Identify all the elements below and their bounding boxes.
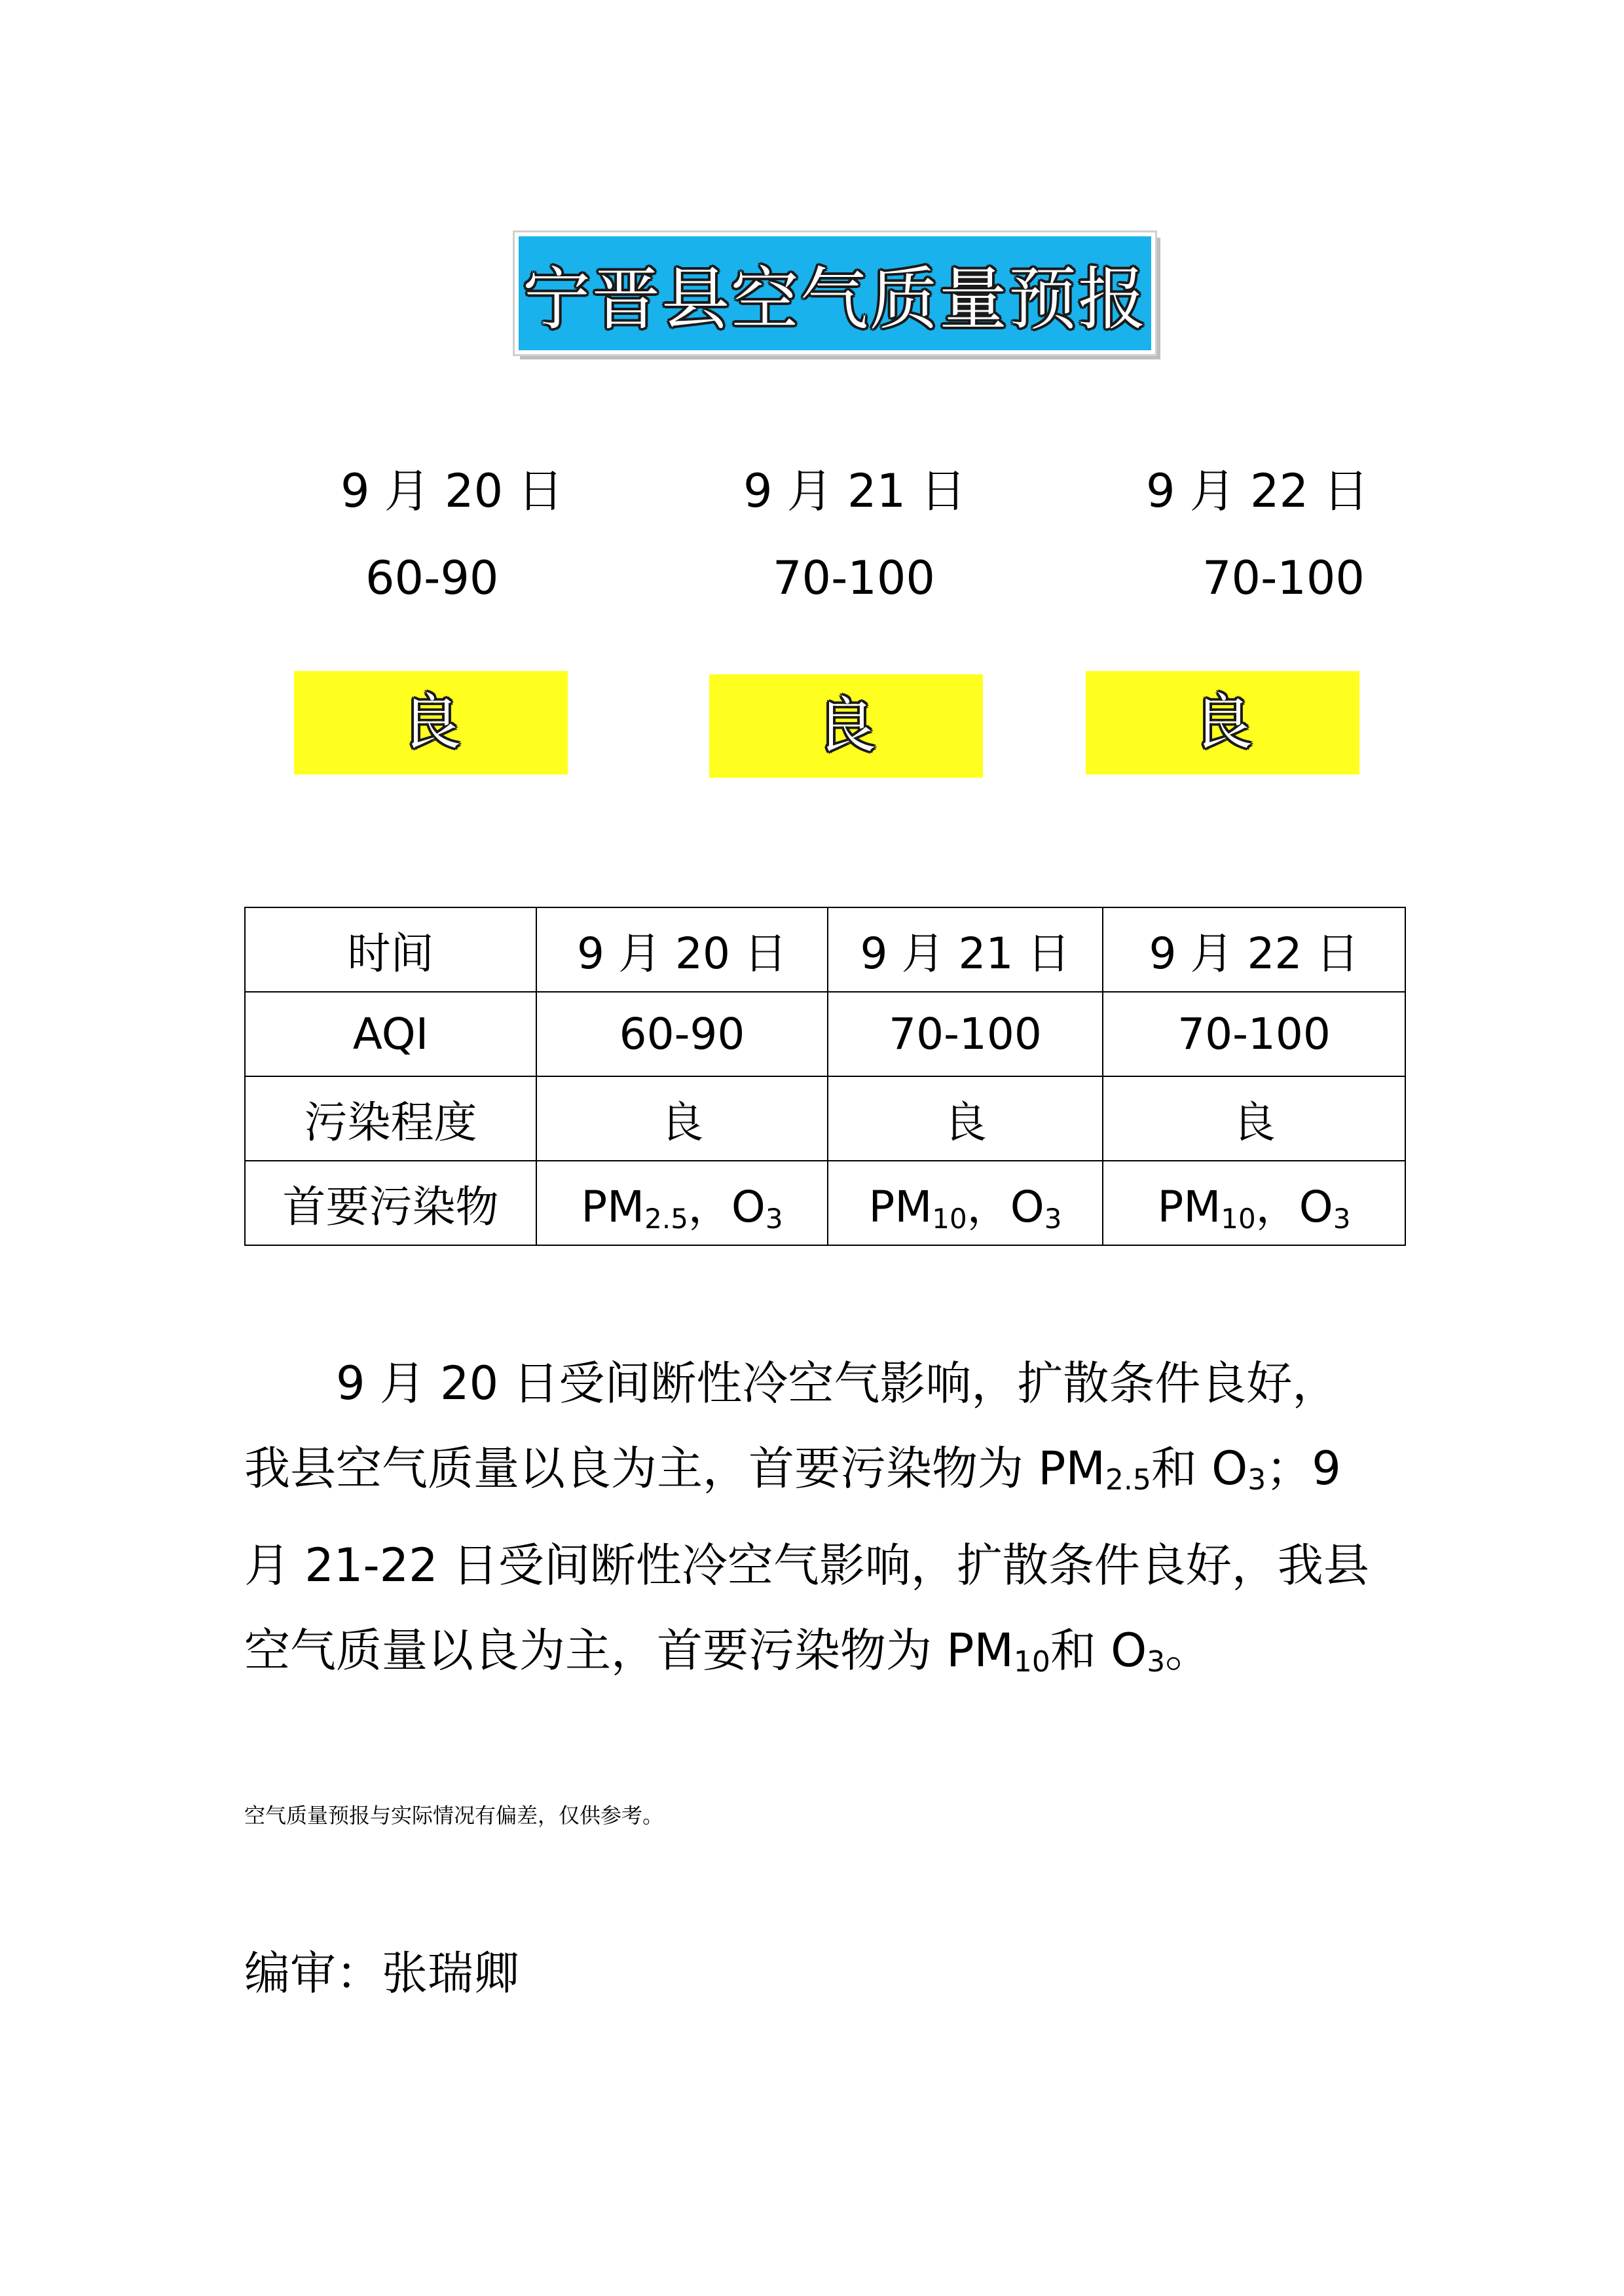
level-badge-label: 良 (815, 691, 876, 761)
table-row (245, 992, 1405, 1076)
forecast-paragraph (244, 1341, 1371, 1705)
paragraph-subscript: 2.5 (1105, 1463, 1151, 1497)
paragraph-subscript: 3 (1247, 1463, 1266, 1497)
paragraph-text: ；9 月 21-22 日受间断性冷空气影响，扩散条件良好，我县空气质量以良为主，首要污染物为 PM (244, 1442, 1369, 1677)
paragraph-text: 和 O (1151, 1442, 1248, 1495)
row-header-level: 污染程度 (245, 1076, 536, 1161)
level-badge-label: 良 (400, 687, 461, 757)
row-header-aqi: AQI (245, 992, 536, 1076)
title-banner (515, 232, 1155, 354)
summary-date-3: 9 月 22 日 (1146, 464, 1369, 518)
row-header-pollutant: 首要污染物 (245, 1161, 536, 1245)
paragraph-subscript: 3 (1147, 1645, 1166, 1679)
table-cell-pollutant (828, 1161, 1103, 1245)
pollutant-pm-subscript: 2.5 (644, 1202, 688, 1235)
table-row (245, 1076, 1405, 1161)
pollutant-separator: ， (688, 1181, 731, 1232)
paragraph-text: 和 O (1050, 1624, 1147, 1677)
table-cell-aqi: 70-100 (1103, 992, 1405, 1076)
pollutant-pm: PM (581, 1181, 645, 1232)
air-quality-table (244, 907, 1406, 1246)
level-badge-2 (709, 674, 983, 778)
disclaimer-note: 空气质量预报与实际情况有偏差，仅供参考。 (244, 1803, 664, 1828)
summary-aqi-1: 60-90 (365, 551, 499, 605)
paragraph-text: 9 月 20 日受间断性冷空气影响，扩散条件良好，我县空气质量以良为主，首要污染物为 PM (244, 1357, 1338, 1495)
editor-credit: 编审：张瑞卿 (244, 1946, 519, 2000)
table-cell-level: 良 (536, 1076, 828, 1161)
table-cell-aqi: 60-90 (536, 992, 828, 1076)
table-cell-level: 良 (828, 1076, 1103, 1161)
paragraph-text: 。 (1165, 1624, 1211, 1677)
summary-aqi-3: 70-100 (1202, 551, 1365, 605)
pollutant-o: O (731, 1181, 766, 1232)
summary-date-1: 9 月 20 日 (341, 464, 564, 518)
table-row (245, 907, 1405, 992)
pollutant-o: O (1299, 1181, 1333, 1232)
table-cell-pollutant (536, 1161, 828, 1245)
table-cell-level: 良 (1103, 1076, 1405, 1161)
page-title: 宁晋县空气质量预报 (522, 259, 1147, 339)
row-header-time: 时间 (245, 907, 536, 992)
table-cell-date: 9 月 20 日 (536, 907, 828, 992)
pollutant-pm-subscript: 10 (932, 1202, 967, 1235)
table-cell-date: 9 月 22 日 (1103, 907, 1405, 992)
level-badge-1 (294, 671, 568, 774)
table-cell-aqi: 70-100 (828, 992, 1103, 1076)
summary-aqi-2: 70-100 (773, 551, 935, 605)
table-cell-date: 9 月 21 日 (828, 907, 1103, 992)
pollutant-o-subscript: 3 (765, 1202, 783, 1235)
summary-date-2: 9 月 21 日 (743, 464, 967, 518)
level-badge-3 (1086, 671, 1359, 774)
pollutant-o-subscript: 3 (1333, 1202, 1351, 1235)
pollutant-separator: ， (1255, 1181, 1299, 1232)
pollutant-o: O (1010, 1181, 1044, 1232)
level-badge-label: 良 (1192, 687, 1253, 757)
paragraph-subscript: 10 (1013, 1645, 1050, 1679)
pollutant-separator: ， (967, 1181, 1010, 1232)
pollutant-pm: PM (1157, 1181, 1221, 1232)
pollutant-o-subscript: 3 (1044, 1202, 1062, 1235)
table-cell-pollutant (1103, 1161, 1405, 1245)
table-row (245, 1161, 1405, 1245)
pollutant-pm-subscript: 10 (1221, 1202, 1256, 1235)
pollutant-pm: PM (868, 1181, 932, 1232)
